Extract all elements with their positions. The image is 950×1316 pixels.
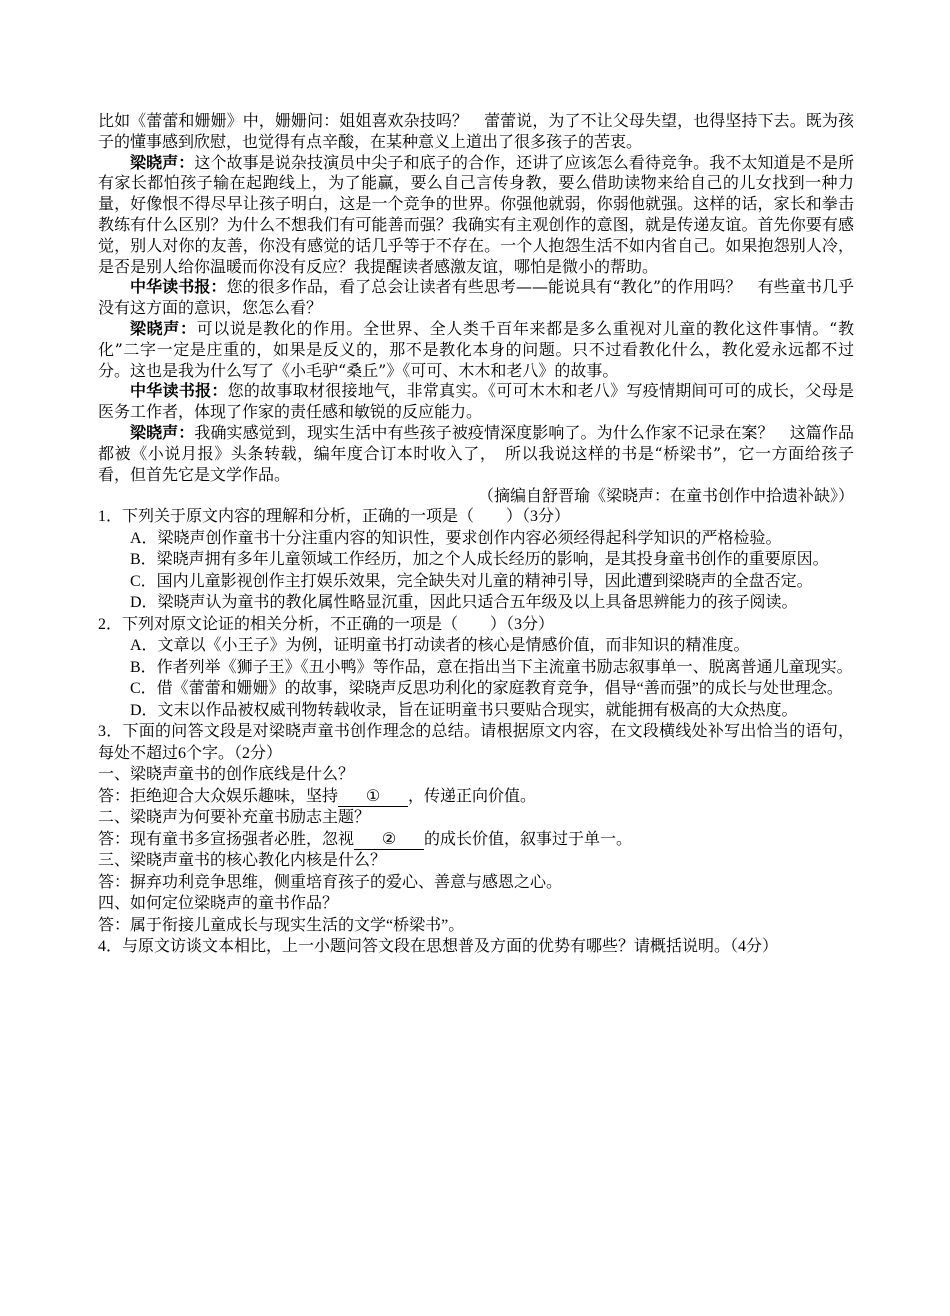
interview-paragraph: 梁晓声：我确实感觉到，现实生活中有些孩子被疫情深度影响了。为什么作家不记录在案？ 这篇作品都被《小说月报》头条转载，编年度合订本时收入了， 所以我说这样的书是“桥梁书”，它一方面给孩子看，但首先它是文学作品。	[98, 422, 854, 484]
question-stem: 1．下列关于原文内容的理解和分析，正确的一项是（ ）（3分）	[98, 508, 571, 526]
interview-section	[98, 111, 854, 506]
qa-answer: 答：现有童书多宣扬强者必胜，忽视 ② 的成长价值，叙事过于单一。	[98, 830, 633, 848]
option-b: B．作者列举《狮子王》《丑小鸭》等作品，意在指出当下主流童书励志叙事单一、脱离普通儿童现实。	[130, 658, 853, 676]
fill-blank-1[interactable]: ①	[338, 788, 408, 807]
option-c: C．国内儿童影视创作主打娱乐效果，完全缺失对儿童的精神引导，因此遭到梁晓声的全盘否定。	[130, 572, 813, 590]
interview-paragraph: 梁晓声：这个故事是说杂技演员中尖子和底子的合作，还讲了应该怎么看待竞争。我不太知道是不是所有家长都怕孩子输在起跑线上，为了能赢，要么自己言传身教，要么借助读物来给自己的儿女找到一种力量，好像恨不得尽早让孩子明白，这是一个竞争的世界。你强他就弱，你弱他就强。这样的话，家长和拳击教练有什么区别？为什么不想我们有可能善而强？我确实有主观创作的意图，就是传递友谊。首先你要有感觉，别人对你的友善，你没有感觉的话几乎等于不存在。一个人抱怨生活不如内省自己。如果抱怨别人冷，是否是别人给你温暖而你没有反应？我提醒读者感激友谊，哪怕是微小的帮助。	[98, 152, 854, 276]
interview-paragraph: 中华读书报：您的很多作品，看了总会让读者有些思考——能说具有“教化”的作用吗？ 有些童书几乎没有这方面的意识，您怎么看？	[98, 277, 854, 318]
qa-question: 三、梁晓声童书的核心教化内核是什么？	[98, 852, 387, 870]
source-citation: （摘编自舒晋瑜《梁晓声：在童书创作中拾遗补缺》）	[477, 486, 854, 506]
option-b: B．梁晓声拥有多年儿童领域工作经历，加之个人成长经历的影响，是其投身童书创作的重要原因。	[130, 551, 829, 569]
option-a: A．文章以《小王子》为例，证明童书打动读者的核心是情感价值，而非知识的精准度。	[130, 637, 750, 655]
speaker-label: 中华读书报：	[130, 381, 228, 401]
fill-blank-2[interactable]: ②	[354, 831, 424, 850]
speaker-label: 梁晓声：	[130, 318, 197, 338]
speaker-label: 梁晓声：	[130, 152, 195, 172]
interview-paragraph: 中华读书报：您的故事取材很接地气，非常真实。《可可木木和老八》写疫情期间可可的成长，父母是医务工作者，体现了作家的责任感和敏锐的反应能力。	[98, 381, 854, 422]
question-4	[98, 936, 854, 958]
question-1	[98, 506, 854, 614]
question-stem: 4．与原文访谈文本相比，上一小题问答文段在思想普及方面的优势有哪些？请概括说明。（4分）	[98, 938, 779, 956]
interview-paragraph: 比如《蕾蕾和姗姗》中，姗姗问：姐姐喜欢杂技吗？ 蕾蕾说，为了不让父母失望，也得坚持下去。既为孩子的懂事感到欣慰，也觉得有点辛酸，在某种意义上道出了很多孩子的苦衷。	[98, 111, 854, 151]
option-d: D．梁晓声认为童书的教化属性略显沉重，因此只适合五年级及以上具备思辨能力的孩子阅读。	[130, 594, 798, 612]
option-a: A．梁晓声创作童书十分注重内容的知识性，要求创作内容必须经得起科学知识的严格检验。	[130, 529, 782, 547]
qa-question: 四、如何定位梁晓声的童书作品？	[98, 895, 339, 913]
qa-answer: 答：拒绝迎合大众娱乐趣味，坚持 ① ，传递正向价值。	[98, 787, 537, 805]
document-page	[98, 111, 854, 958]
option-c: C．借《蕾蕾和姗姗》的故事，梁晓声反思功利化的家庭教育竞争，倡导“善而强”的成长与处世理念。	[130, 680, 843, 698]
question-3	[98, 721, 854, 936]
qa-question: 一、梁晓声童书的创作底线是什么？	[98, 766, 355, 784]
question-2	[98, 614, 854, 722]
question-stem: 2．下列对原文论证的相关分析，不正确的一项是（ ）（3分）	[98, 615, 555, 633]
question-stem: 3．下面的问答文段是对梁晓声童书创作理念的总结。请根据原文内容，在文段横线处补写出恰当的语句，每处不超过6个字。（2分）	[98, 723, 854, 762]
option-d: D．文末以作品被权威刊物转载收录，旨在证明童书只要贴合现实，就能拥有极高的大众热度。	[130, 701, 798, 719]
speaker-label: 中华读书报：	[130, 277, 227, 297]
qa-question: 二、梁晓声为何要补充童书励志主题？	[98, 809, 371, 827]
interview-paragraph: 梁晓声：可以说是教化的作用。全世界、全人类千百年来都是多么重视对儿童的教化这件事情。“教化”二字一定是庄重的，如果是反义的，那不是教化本身的问题。只不过看教化什么，教化爱永远都不过分。这也是我为什么写了《小毛驴“桑丘”》《可可、木木和老八》的故事。	[98, 318, 854, 380]
speaker-label: 梁晓声：	[130, 422, 195, 442]
qa-answer: 答：摒弃功利竞争思维，侧重培育孩子的爱心、善意与感恩之心。	[98, 873, 563, 891]
qa-answer: 答：属于衔接儿童成长与现实生活的文学“桥梁书”。	[98, 916, 465, 934]
